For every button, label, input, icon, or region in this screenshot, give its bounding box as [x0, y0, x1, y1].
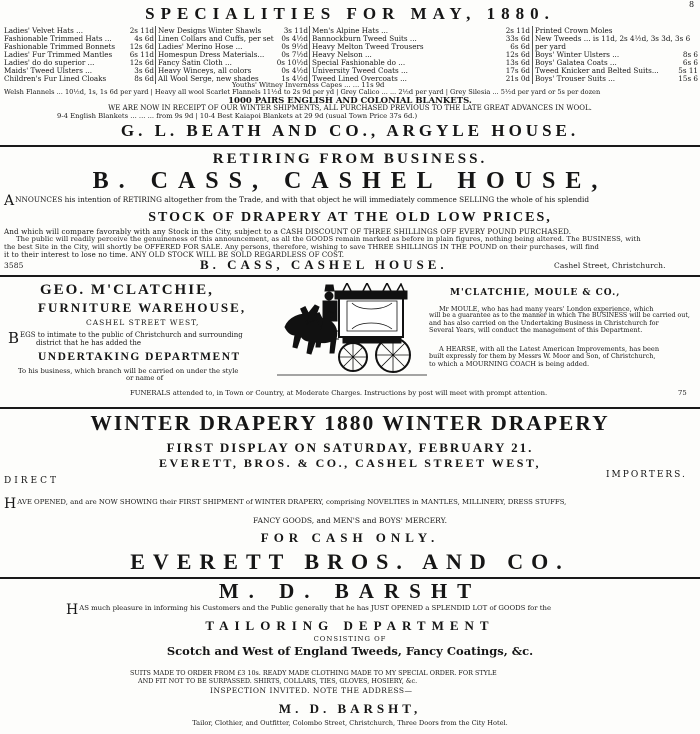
speciality-item: Heavy Nelson ... [312, 50, 372, 59]
speciality-price: 12s 6d [505, 50, 530, 59]
everett-fancy: FANCY GOODS, and MEN'S and BOYS' MERCERY. [253, 516, 447, 525]
everett-firm: EVERETT BROS. AND CO. [130, 549, 570, 574]
speciality-item: Ladies' Merino Hose ... [158, 42, 243, 51]
cass-body-4: it to their interest to lose no time. ANY OLD STOCK WILL BE SOLD REGARDLESS OF COST. [4, 251, 345, 259]
barsht-title: M. D. BARSHT [218, 579, 482, 603]
speciality-item: Boys' Trouser Suits ... [535, 74, 616, 83]
column-divider [532, 26, 533, 84]
cass-body-1: And which will compare favorably with any Stock in the City, subject to a CASH DISCOUNT OF THREE SHILLINGS OFF EVERY POUND PURCHASED. [4, 227, 572, 236]
speciality-price: 5s 11 [678, 66, 698, 75]
drop-cap: B [8, 329, 20, 347]
speciality-item: Children's Fur Lined Cloaks [4, 74, 107, 83]
speciality-price: 12s 6d [129, 58, 154, 67]
speciality-item: Boys' Galatea Coats ... [535, 58, 617, 67]
speciality-item: per yard [535, 42, 566, 51]
speciality-item: Tweed Knicker and Belted Suits... [535, 66, 659, 75]
mclatchie-hearse-2: built expressly for them by Messrs W. Moor and Son, of Christchurch, [429, 352, 656, 360]
column-divider [155, 26, 156, 84]
mclatchie-funerals: FUNERALS attended to, in Town or Country, at Moderate Charges. Instructions by post will meet with prompt attention. [130, 389, 548, 397]
speciality-price: 0s 7½d [281, 50, 308, 59]
speciality-item: New Designs Winter Shawls [158, 26, 262, 35]
speciality-item: Special Fashionable do ... [312, 58, 406, 67]
speciality-item: Heavy Winceys, all colors [158, 66, 252, 75]
barsht-suits-1: SUITS MADE TO ORDER FROM £3 10s. READY MADE CLOTHING MADE TO MY SPECIAL ORDER. FOR STYLE [130, 669, 497, 677]
everett-title: WINTER DRAPERY 1880 WINTER DRAPERY [90, 411, 610, 435]
speciality-item: Maids' Tweed Ulsters ... [4, 66, 93, 75]
drop-cap: A [4, 193, 15, 209]
speciality-price: 6s 6 [682, 58, 698, 67]
mclatchie-moule-1: Mr MOULE, who has had many years' London experience, which [439, 305, 654, 313]
speciality-row [535, 75, 698, 82]
cass-body-2: The public will readily perceive the genuineness of this announcement, as all the GOODS remain marked as before in plain figures, nothing being altered. The BUSINESS, with [16, 235, 641, 243]
section-rule [0, 145, 700, 147]
speciality-item: Bannockburn Tweed Suits ... [312, 34, 417, 43]
speciality-item: Homespun Dress Materials... [158, 50, 265, 59]
column-divider [309, 26, 310, 84]
mclatchie-to-his-2: or name of [126, 374, 164, 382]
speciality-item: Fancy Satin Cloth ... [158, 58, 232, 67]
everett-address: EVERETT, BROS. & CO., CASHEL STREET WEST, [158, 456, 542, 470]
speciality-price: 17s 6d [505, 66, 530, 75]
receipt-line: WE ARE NOW IN RECEIPT OF OUR WINTER SHIPMENTS, ALL PURCHASED PREVIOUS TO THE LATE GREAT ADVANCES IN WOOL. [108, 104, 592, 112]
mclatchie-ref: 75 [678, 389, 687, 397]
mclatchie-firm: M'CLATCHIE, MOULE & CO., [450, 288, 621, 298]
speciality-item: Tweed Lined Overcoats ... [312, 74, 407, 83]
speciality-item: Boys' Winter Ulsters ... [535, 50, 620, 59]
mclatchie-business: FURNITURE WAREHOUSE, [38, 300, 247, 315]
drop-cap: H [66, 602, 79, 618]
speciality-price: 8s 6 [682, 50, 698, 59]
barsht-address: Tailor, Clothier, and Outfitter, Colombo Street, Christchurch, Three Doors from the City Hotel. [192, 719, 508, 727]
cass-title: B. CASS, CASHEL HOUSE, [92, 168, 608, 194]
speciality-item: Ladies' Fur Trimmed Mantles [4, 50, 113, 59]
speciality-item: Printed Crown Moles [535, 26, 613, 35]
mclatchie-moule-4: Several Years, will conduct the management of this Department. [429, 326, 643, 334]
speciality-price: 3s 6d [134, 66, 154, 75]
blankets-heading: 1000 PAIRS ENGLISH AND COLONIAL BLANKETS. [228, 96, 472, 106]
flannels-line: Welsh Flannels ... 10½d, 1s, 1s 6d per yard | Heavy all wool Scarlet Flannels 11½d to 2s 9d per yd | Grey Calico ... ... 2½d per yard | Grey Silesia ... 5½d per yard or 5s per dozen [4, 88, 601, 96]
barsht-name: M. D. BARSHT, [278, 701, 422, 716]
barsht-department: TAILORING DEPARTMENT [205, 618, 495, 633]
speciality-item: All Wool Serge, new shades [158, 74, 259, 83]
speciality-price: 8s 6d [134, 74, 154, 83]
speciality-price: 3s 11d [283, 26, 308, 35]
speciality-price: 13s 6d [505, 58, 530, 67]
mclatchie-moule-2: will be a guarantee as to the manner in which The BUSINESS will be carried out, [429, 312, 690, 319]
mclatchie-moule-3: and has also carried on the Undertaking Business in Christchurch for [429, 319, 659, 327]
mclatchie-street: CASHEL STREET WEST, [86, 318, 200, 327]
everett-cash: FOR CASH ONLY. [260, 530, 440, 545]
mclatchie-begs: BEGS to intimate to the public of Christchurch and surrounding district that he has added the [8, 329, 243, 347]
blankets-line: 9-4 English Blankets ... ... ... from 9s 9d | 10-4 Best Kaiapoi Blankets at 29 9d (usual Town Price 37s 6d.) [57, 112, 418, 120]
mclatchie-name: GEO. M'CLATCHIE, [40, 282, 214, 298]
mclatchie-hearse-3: to which a MOURNING COACH is being added. [429, 360, 590, 368]
speciality-item: Fashionable Trimmed Hats ... [4, 34, 112, 43]
everett-direct: DIRECT [4, 476, 60, 486]
speciality-item: New Tweeds ... is 11d, 2s 4½d, 3s 3d, 3s 6 [535, 34, 691, 43]
specialities-corner: 8 [689, 0, 695, 9]
speciality-item: Linen Collars and Cuffs, per set [158, 34, 274, 43]
speciality-price: 2s 11d [505, 26, 530, 35]
speciality-price: 0s 9½d [281, 42, 308, 51]
speciality-price: 6s 11d [129, 50, 154, 59]
mclatchie-hearse-1: A HEARSE, with all the Latest American Improvements, has been [439, 345, 660, 353]
everett-display: FIRST DISPLAY ON SATURDAY, FEBRUARY 21. [166, 440, 534, 455]
speciality-item: Ladies' Velvet Hats ... [4, 26, 83, 35]
cass-ref: 3585 [4, 261, 24, 270]
speciality-price: 12s 6d [129, 42, 154, 51]
cass-footer-address: Cashel Street, Christchurch. [554, 261, 666, 270]
barsht-suits-2: AND FIT NOT TO BE SURPASSED. SHIRTS, COLLARS, TIES, GLOVES, HOSIERY, &c. [138, 677, 418, 685]
speciality-price: 21s 0d [505, 74, 530, 83]
everett-have: HAVE OPENED, and are NOW SHOWING their FIRST SHIPMENT of WINTER DRAPERY, comprising NOVELTIES in MANTLES, MILLINERY, DRESS STUFFS, [4, 496, 567, 512]
barsht-scotch: Scotch and West of England Tweeds, Fancy Coatings, &c. [166, 644, 534, 658]
barsht-inspection: INSPECTION INVITED. NOTE THE ADDRESS— [210, 686, 413, 695]
speciality-item: Ladies' do do superior ... [4, 58, 95, 67]
speciality-price: 1s 4½d [281, 74, 308, 83]
speciality-price: 0s 4½d [281, 34, 308, 43]
speciality-item: Heavy Melton Tweed Trousers [312, 42, 424, 51]
speciality-price: 4s 6d [134, 34, 154, 43]
cass-stock: STOCK OF DRAPERY AT THE OLD LOW PRICES, [148, 210, 552, 225]
speciality-price: 33s 6d [505, 34, 530, 43]
speciality-item: Men's Alpine Hats ... [312, 26, 389, 35]
speciality-item: University Tweed Coats ... [312, 66, 408, 75]
capes-line: Youths' Witney Inverness Capes ... ... 11s 9d [232, 81, 385, 89]
speciality-price: 0s 4½d [281, 66, 308, 75]
hearse-illustration-icon [277, 283, 429, 381]
speciality-price: 2s 11d [129, 26, 154, 35]
speciality-item: Fashionable Trimmed Bonnets [4, 42, 116, 51]
section-rule [0, 407, 700, 409]
speciality-price: 15s 6 [678, 74, 698, 83]
barsht-has: HAS much pleasure in informing his Customers and the Public generally that he has JUST OPENED a SPLENDID LOT of GOODS for the [66, 602, 552, 618]
cass-footer-title: B. CASS, CASHEL HOUSE. [200, 257, 448, 272]
cass-body-3: the best Site in the City, will shortly be OFFERED FOR SALE. Any persons, therefore, wishing to save THREE SHILLINGS IN THE POUND on their purchases, will find [4, 243, 599, 251]
drop-cap: H [4, 496, 17, 512]
cass-intro: ANNOUNCES his intention of RETIRING altogether from the Trade, and with that object he will immediately commence SELLING the whole of his splendid [4, 193, 590, 209]
speciality-price: 0s 10½d [276, 58, 308, 67]
everett-importers: IMPORTERS. [606, 470, 687, 480]
barsht-consisting: CONSISTING OF [313, 635, 387, 643]
cass-heading: RETIRING FROM BUSINESS. [212, 151, 488, 167]
mclatchie-to-his-1: To his business, which branch will be carried on under the style [18, 367, 239, 375]
speciality-row [4, 75, 154, 82]
mclatchie-department: UNDERTAKING DEPARTMENT [38, 351, 241, 363]
speciality-price: 6s 6d [510, 42, 530, 51]
specialities-title: SPECIALITIES FOR MAY, 1880. [145, 4, 555, 23]
section-rule [0, 275, 700, 277]
beath-firm: G. L. BEATH AND CO., ARGYLE HOUSE. [120, 121, 580, 140]
